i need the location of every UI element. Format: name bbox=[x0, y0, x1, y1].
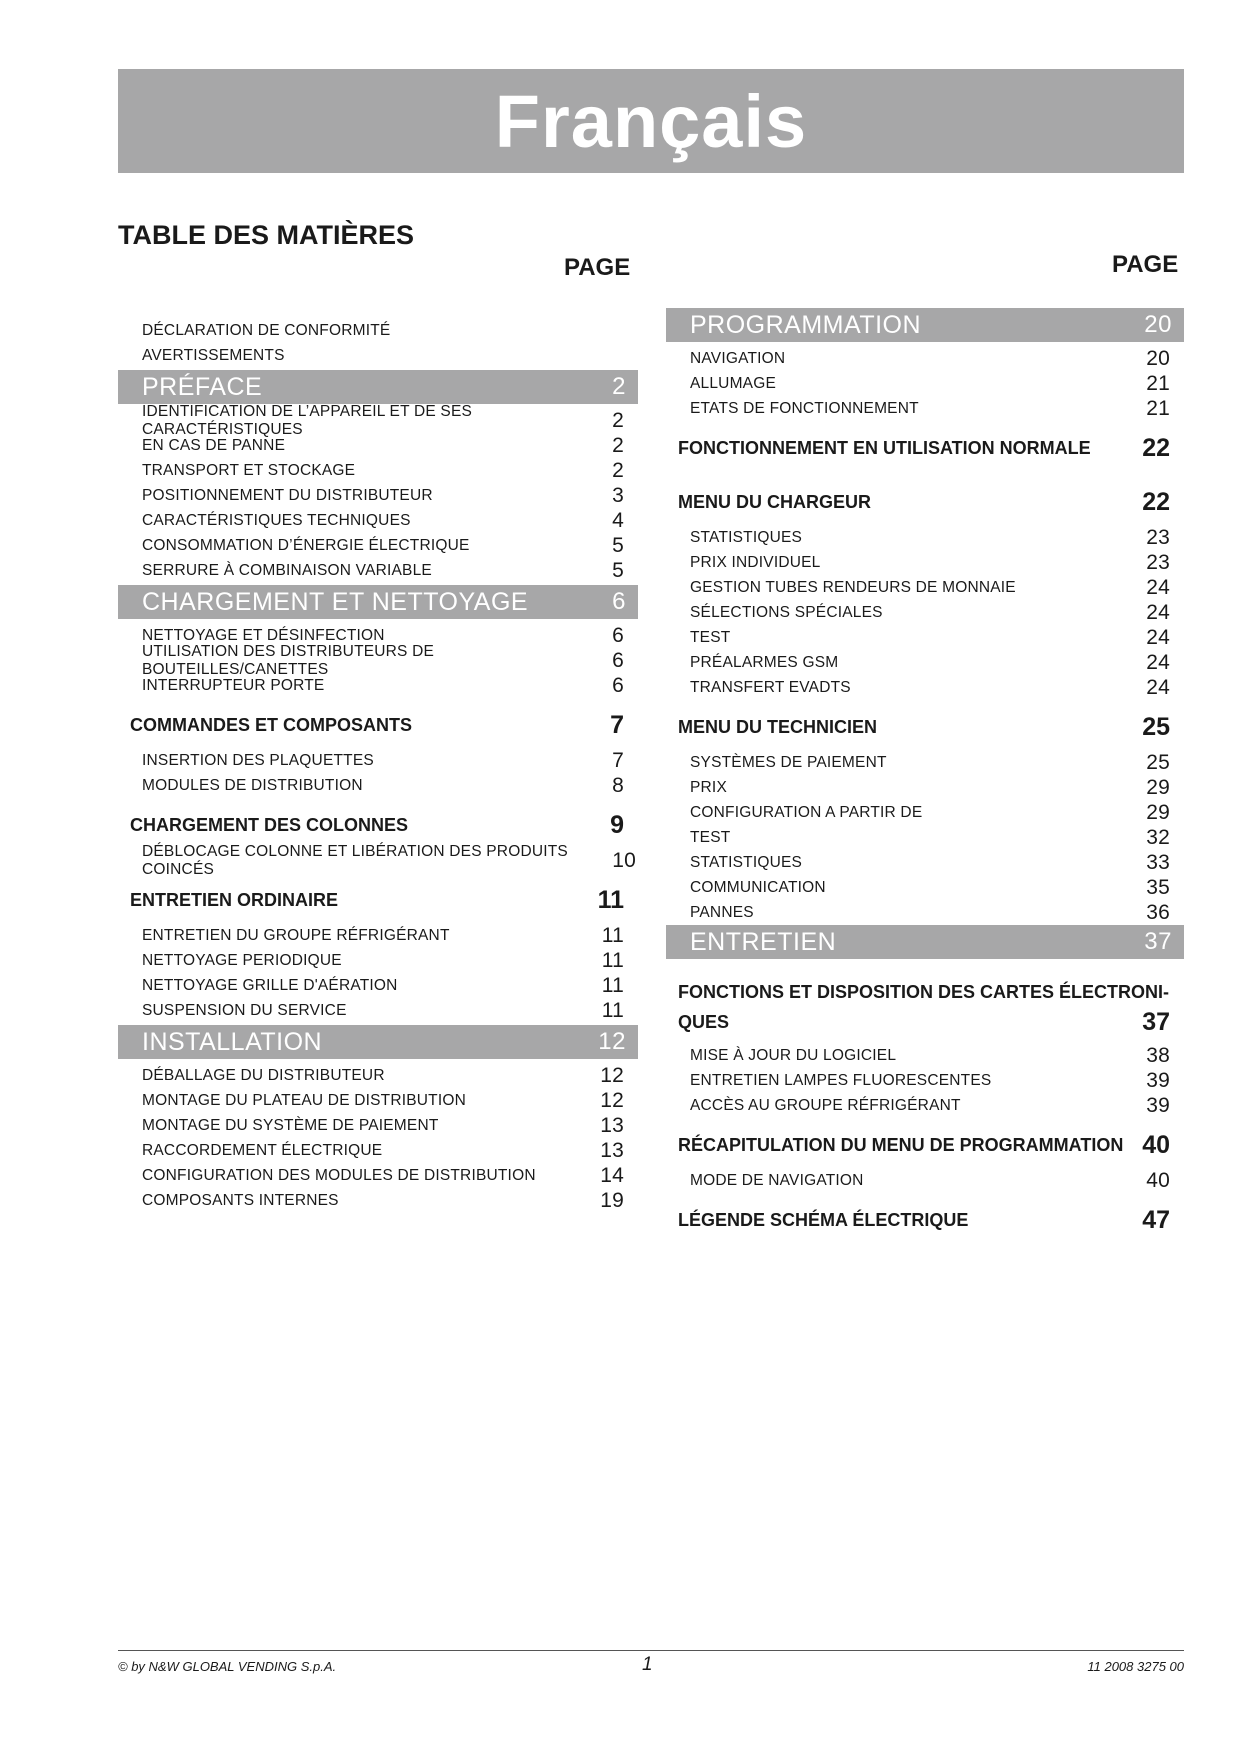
toc-section-programmation[interactable]: PROGRAMMATION 20 bbox=[666, 308, 1184, 342]
toc-entry[interactable]: TRANSFERT EVADTS 24 bbox=[690, 675, 1170, 699]
toc-entry[interactable]: ALLUMAGE 21 bbox=[690, 371, 1170, 395]
toc-chapter-commandes[interactable]: COMMANDES ET COMPOSANTS 7 bbox=[130, 710, 624, 739]
toc-entry[interactable]: UTILISATION DES DISTRIBUTEURS DE BOUTEILLES/CANETTES 6 bbox=[142, 642, 624, 678]
toc-entry[interactable]: TEST 24 bbox=[690, 625, 1170, 649]
toc-section-installation[interactable]: INSTALLATION 12 bbox=[118, 1025, 638, 1059]
toc-right-column bbox=[666, 308, 1184, 1235]
toc-entry[interactable]: CONFIGURATION DES MODULES DE DISTRIBUTION 14 bbox=[142, 1163, 624, 1187]
toc-entry[interactable]: SERRURE À COMBINAISON VARIABLE 5 bbox=[142, 558, 624, 582]
toc-entry[interactable]: COMMUNICATION 35 bbox=[690, 875, 1170, 899]
toc-entry[interactable]: NETTOYAGE GRILLE D'AÉRATION 11 bbox=[142, 973, 624, 997]
toc-chapter-chargeur[interactable]: MENU DU CHARGEUR 22 bbox=[678, 487, 1170, 516]
toc-entry[interactable]: IDENTIFICATION DE L’APPAREIL ET DE SES CARACTÉRISTIQUES 2 bbox=[142, 402, 624, 438]
toc-entry[interactable]: DÉBALLAGE DU DISTRIBUTEUR 12 bbox=[142, 1063, 624, 1087]
toc-chapter-fonctionnement[interactable]: FONCTIONNEMENT EN UTILISATION NORMALE 22 bbox=[678, 433, 1170, 462]
toc-entry[interactable]: MODE DE NAVIGATION 40 bbox=[690, 1168, 1170, 1192]
footer-divider bbox=[118, 1650, 1184, 1651]
toc-entry[interactable]: ENTRETIEN DU GROUPE RÉFRIGÉRANT 11 bbox=[142, 923, 624, 947]
page-column-label-right: PAGE bbox=[1112, 251, 1179, 278]
toc-entry[interactable]: NETTOYAGE PERIODIQUE 11 bbox=[142, 948, 624, 972]
toc-entry[interactable]: SÉLECTIONS SPÉCIALES 24 bbox=[690, 600, 1170, 624]
toc-entry[interactable]: MISE À JOUR DU LOGICIEL 38 bbox=[690, 1043, 1170, 1067]
toc-entry[interactable]: MODULES DE DISTRIBUTION 8 bbox=[142, 773, 624, 797]
toc-entry[interactable]: AVERTISSEMENTS bbox=[142, 346, 285, 364]
toc-entry[interactable]: GESTION TUBES RENDEURS DE MONNAIE 24 bbox=[690, 575, 1170, 599]
page-column-label-left: PAGE bbox=[564, 254, 631, 281]
toc-section-preface[interactable]: PRÉFACE 2 bbox=[118, 370, 638, 404]
language-banner bbox=[118, 69, 1184, 173]
toc-entry[interactable]: INTERRUPTEUR PORTE 6 bbox=[142, 673, 624, 697]
toc-entry[interactable]: PRIX INDIVIDUEL 23 bbox=[690, 550, 1170, 574]
toc-entry[interactable]: ETATS DE FONCTIONNEMENT 21 bbox=[690, 396, 1170, 420]
toc-chapter-recapitulation[interactable]: RÉCAPITULATION DU MENU DE PROGRAMMATION 40 bbox=[678, 1130, 1170, 1159]
toc-entry[interactable]: STATISTIQUES 33 bbox=[690, 850, 1170, 874]
toc-entry[interactable]: RACCORDEMENT ÉLECTRIQUE 13 bbox=[142, 1138, 624, 1162]
toc-entry[interactable]: NAVIGATION 20 bbox=[690, 346, 1170, 370]
toc-entry[interactable]: CONFIGURATION A PARTIR DE 29 bbox=[690, 800, 1170, 824]
footer-doc-code: 11 2008 3275 00 bbox=[1087, 1659, 1184, 1674]
toc-entry[interactable]: MONTAGE DU SYSTÈME DE PAIEMENT 13 bbox=[142, 1113, 624, 1137]
toc-left-column bbox=[118, 318, 638, 1213]
toc-entry[interactable]: CARACTÉRISTIQUES TECHNIQUES 4 bbox=[142, 508, 624, 532]
toc-entry[interactable]: SUSPENSION DU SERVICE 11 bbox=[142, 998, 624, 1022]
toc-entry[interactable]: INSERTION DES PLAQUETTES 7 bbox=[142, 748, 624, 772]
toc-entry[interactable]: DÉBLOCAGE COLONNE ET LIBÉRATION DES PRODUITS COINCÉS 10 bbox=[142, 842, 636, 878]
toc-entry[interactable]: TRANSPORT ET STOCKAGE 2 bbox=[142, 458, 624, 482]
toc-entry[interactable]: PRIX 29 bbox=[690, 775, 1170, 799]
toc-chapter-legende[interactable]: LÉGENDE SCHÉMA ÉLECTRIQUE 47 bbox=[678, 1205, 1170, 1234]
toc-entry[interactable]: CONSOMMATION D’ÉNERGIE ÉLECTRIQUE 5 bbox=[142, 533, 624, 557]
toc-entry[interactable]: PANNES 36 bbox=[690, 900, 1170, 924]
toc-entry[interactable]: SYSTÈMES DE PAIEMENT 25 bbox=[690, 750, 1170, 774]
toc-section-entretien[interactable]: ENTRETIEN 37 bbox=[666, 925, 1184, 959]
footer-page-number: 1 bbox=[642, 1654, 653, 1675]
toc-entry[interactable]: ACCÈS AU GROUPE RÉFRIGÉRANT 39 bbox=[690, 1093, 1170, 1117]
toc-entry[interactable]: DÉCLARATION DE CONFORMITÉ bbox=[142, 321, 391, 339]
toc-entry[interactable]: POSITIONNEMENT DU DISTRIBUTEUR 3 bbox=[142, 483, 624, 507]
toc-entry[interactable]: STATISTIQUES 23 bbox=[690, 525, 1170, 549]
toc-chapter-entretien-ordinaire[interactable]: ENTRETIEN ORDINAIRE 11 bbox=[130, 885, 624, 914]
banner-title: Français bbox=[494, 79, 808, 163]
toc-entry[interactable]: TEST 32 bbox=[690, 825, 1170, 849]
toc-entry[interactable]: EN CAS DE PANNE 2 bbox=[142, 433, 624, 457]
toc-entry[interactable]: ENTRETIEN LAMPES FLUORESCENTES 39 bbox=[690, 1068, 1170, 1092]
toc-entry[interactable]: MONTAGE DU PLATEAU DE DISTRIBUTION 12 bbox=[142, 1088, 624, 1112]
footer-copyright: © by N&W GLOBAL VENDING S.p.A. bbox=[118, 1659, 337, 1674]
toc-chapter-colonnes[interactable]: CHARGEMENT DES COLONNES 9 bbox=[130, 810, 624, 839]
toc-chapter-fonctions[interactable]: FONCTIONS ET DISPOSITION DES CARTES ÉLECTRONI- QUES 37 bbox=[678, 982, 1170, 1036]
toc-entry[interactable]: PRÉALARMES GSM 24 bbox=[690, 650, 1170, 674]
toc-section-chargement[interactable]: CHARGEMENT ET NETTOYAGE 6 bbox=[118, 585, 638, 619]
toc-chapter-technicien[interactable]: MENU DU TECHNICIEN 25 bbox=[678, 712, 1170, 741]
toc-entry[interactable]: COMPOSANTS INTERNES 19 bbox=[142, 1188, 624, 1212]
toc-entry[interactable]: NETTOYAGE ET DÉSINFECTION 6 bbox=[142, 623, 624, 647]
toc-title: TABLE DES MATIÈRES bbox=[118, 220, 415, 250]
